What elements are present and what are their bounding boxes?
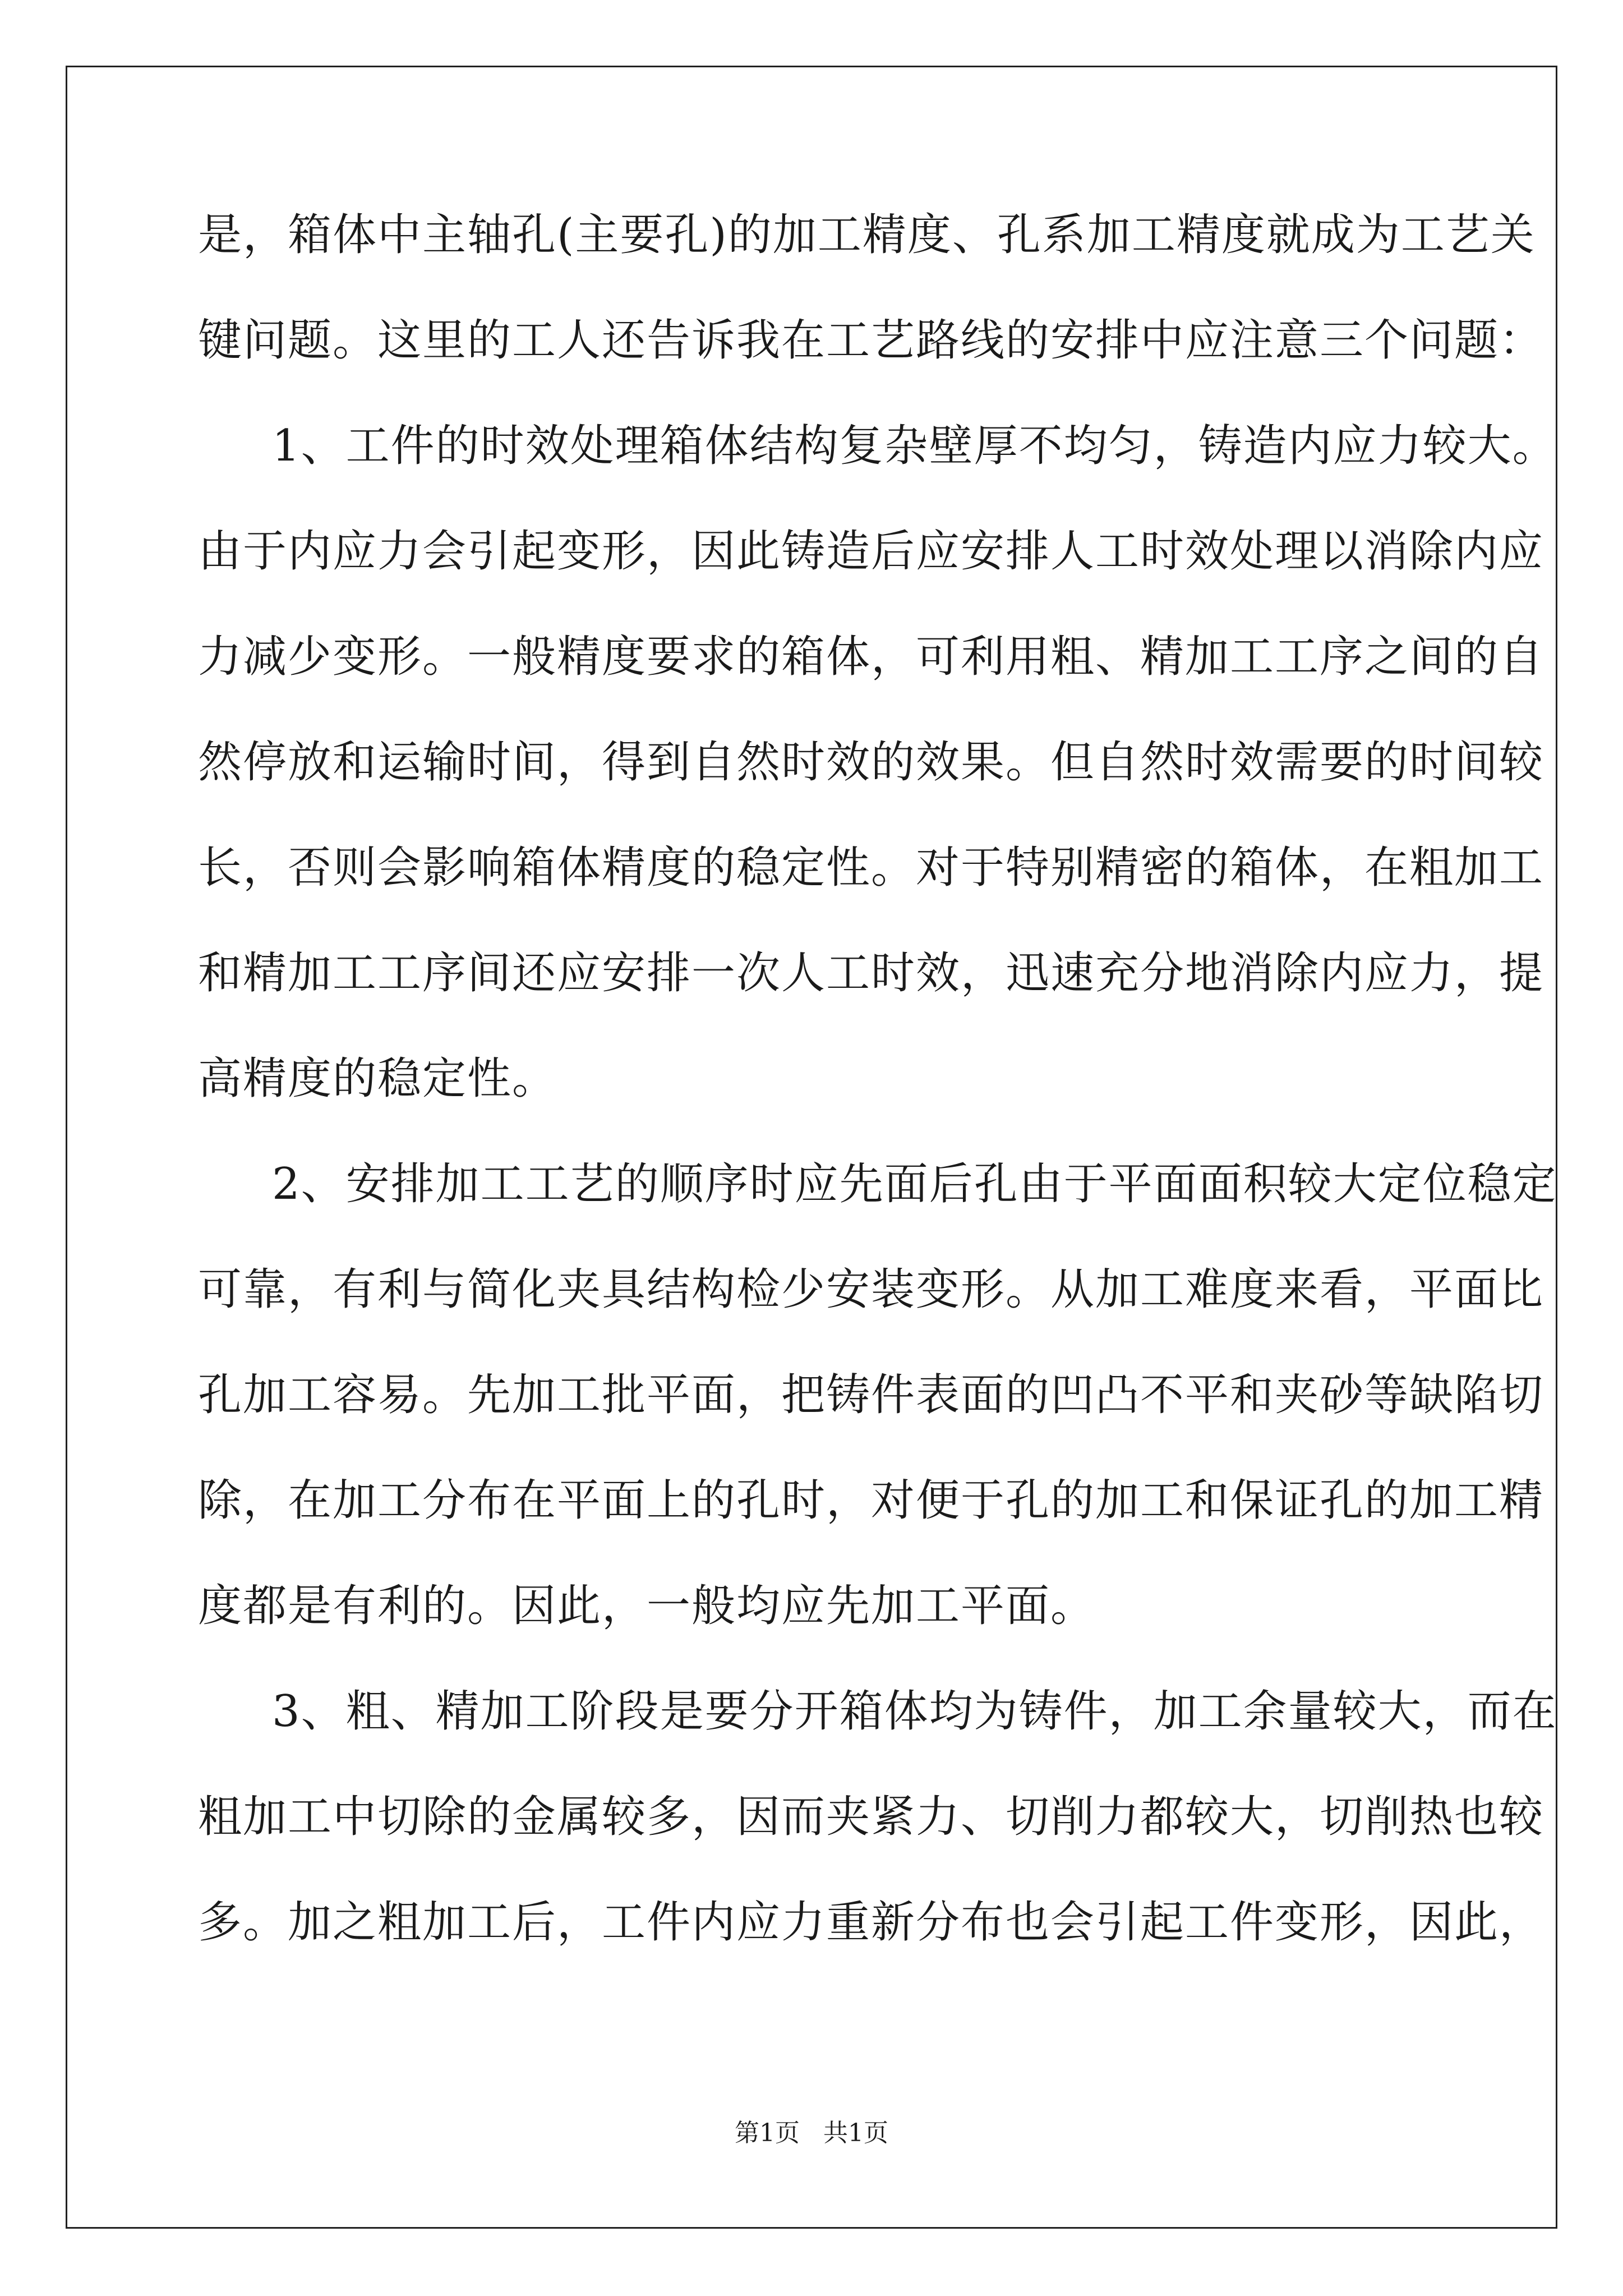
text-line: 1、工件的时效处理箱体结构复杂壁厚不均匀，铸造内应力较大。 bbox=[272, 421, 1557, 471]
text-line: 键问题。这里的工人还告诉我在工艺路线的安排中应注意三个问题： bbox=[198, 315, 1544, 366]
document-body bbox=[198, 209, 1557, 2001]
page-number: 第1页 bbox=[735, 2119, 800, 2147]
text-line: 高精度的稳定性。 bbox=[198, 1053, 557, 1104]
page-total: 共1页 bbox=[823, 2119, 888, 2147]
text-line: 是，箱体中主轴孔(主要孔)的加工精度、孔系加工精度就成为工艺关 bbox=[198, 210, 1536, 260]
text-line: 粗加工中切除的金属较多，因而夹紧力、切削力都较大，切削热也较 bbox=[198, 1792, 1544, 1842]
text-line: 2、安排加工工艺的顺序时应先面后孔由于平面面积较大定位稳定 bbox=[272, 1159, 1557, 1209]
page-footer bbox=[0, 2118, 1623, 2148]
text-line: 多。加之粗加工后，工件内应力重新分布也会引起工件变形，因此， bbox=[198, 1897, 1544, 1948]
text-line: 长，否则会影响箱体精度的稳定性。对于特别精密的箱体，在粗加工 bbox=[198, 843, 1544, 893]
text-line: 然停放和运输时间，得到自然时效的效果。但自然时效需要的时间较 bbox=[198, 737, 1544, 788]
text-line: 可靠，有利与简化夹具结构检少安装变形。从加工难度来看，平面比 bbox=[198, 1264, 1544, 1315]
text-line: 孔加工容易。先加工批平面，把铸件表面的凹凸不平和夹砂等缺陷切 bbox=[198, 1370, 1544, 1420]
text-line: 和精加工工序间还应安排一次人工时效，迅速充分地消除内应力，提 bbox=[198, 948, 1544, 999]
text-line: 度都是有利的。因此，一般均应先加工平面。 bbox=[198, 1581, 1096, 1631]
text-line: 3、粗、精加工阶段是要分开箱体均为铸件，加工余量较大，而在 bbox=[272, 1686, 1557, 1737]
footer-separator bbox=[800, 2119, 823, 2147]
text-line: 由于内应力会引起变形，因此铸造后应安排人工时效处理以消除内应 bbox=[198, 526, 1544, 577]
text-line: 除，在加工分布在平面上的孔时，对便于孔的加工和保证孔的加工精 bbox=[198, 1475, 1544, 1526]
text-line: 力减少变形。一般精度要求的箱体，可利用粗、精加工工序之间的自 bbox=[198, 632, 1544, 682]
